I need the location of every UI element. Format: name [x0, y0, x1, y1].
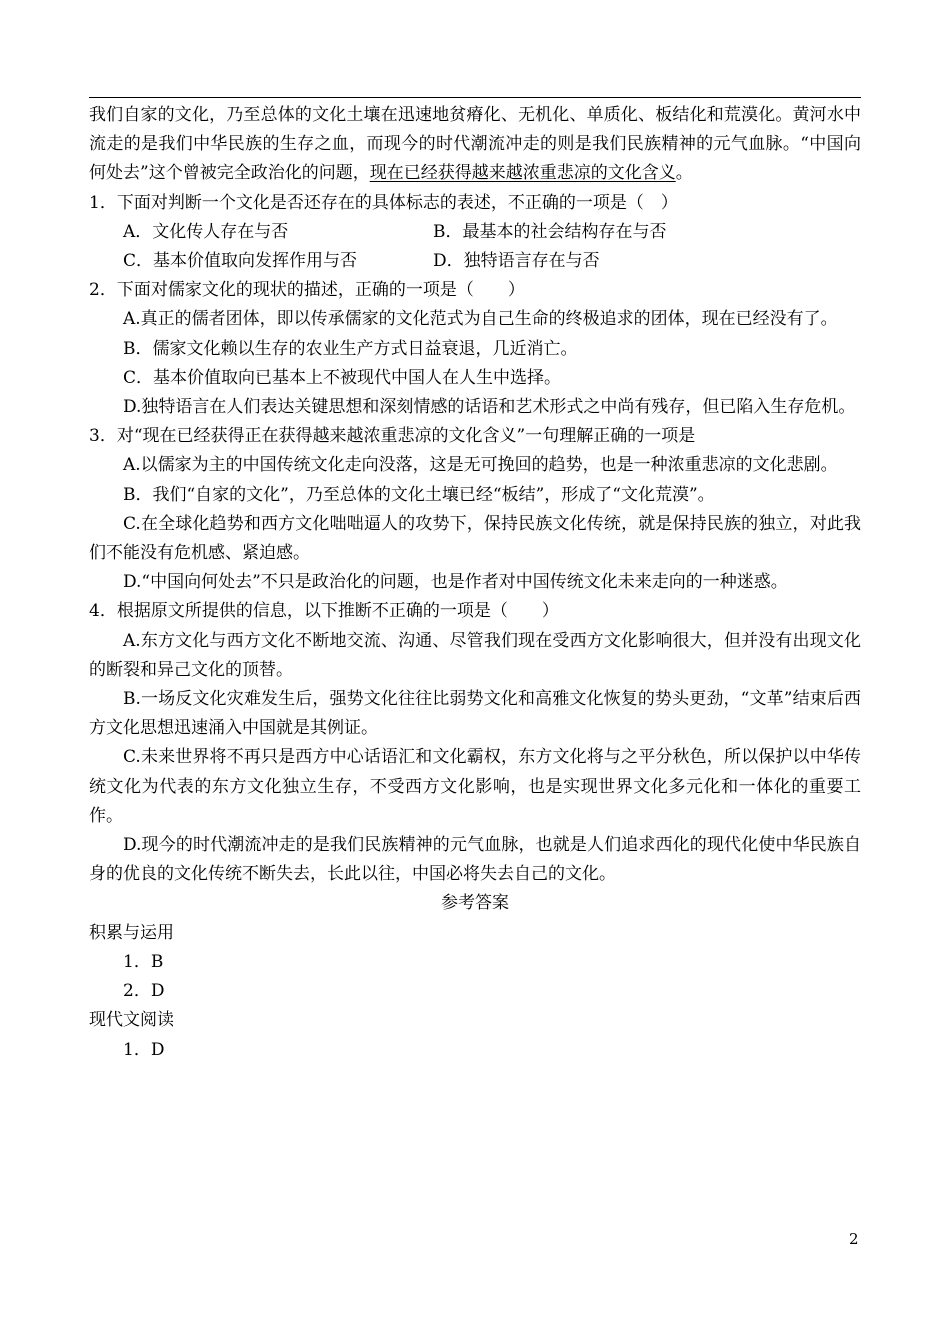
passage-end: 。: [675, 163, 693, 184]
q1-option-b: B．最基本的社会结构存在与否: [433, 221, 667, 242]
q3-option-b: B．我们“自家的文化”，乃至总体的文化土壤已经“板结”，形成了“文化荒漠”。: [123, 484, 715, 505]
page-number: 2: [849, 1230, 859, 1248]
question-4-stem: 4．根据原文所提供的信息，以下推断不正确的一项是（ ）: [89, 601, 559, 622]
question-1-stem: 1．下面对判断一个文化是否还存在的具体标志的表述，不正确的一项是（ ）: [89, 192, 678, 213]
q2-option-a: A.真正的儒者团体，即以传承儒家的文化范式为自己生命的终极追求的团体，现在已经没有了。: [123, 309, 838, 330]
q3-option-a: A.以儒家为主的中国传统文化走向没落，这是无可挽回的趋势，也是一种浓重悲凉的文化悲剧。: [123, 455, 838, 476]
q2-option-c: C．基本价值取向已基本上不被现代中国人在人生中选择。: [123, 367, 562, 388]
q3-option-c: C.在全球化趋势和西方文化咄咄逼人的攻势下，保持民族文化传统，就是保持民族的独立，对此我们不能没有危机感、紧迫感。: [89, 513, 861, 564]
q1-option-a: A．文化传人存在与否: [123, 221, 289, 242]
q2-option-b: B．儒家文化赖以生存的农业生产方式日益衰退，几近消亡。: [123, 338, 578, 359]
answers-section-heading: 积累与运用: [89, 922, 174, 943]
question-1-options-row-1: [89, 218, 861, 247]
underlined-sentence: 现在已经获得越来越浓重悲凉的文化含义: [369, 163, 676, 184]
header-rule: [89, 97, 861, 98]
question-3-stem: 3．对“现在已经获得正在获得越来越浓重悲凉的文化含义”一句理解正确的一项是: [89, 426, 696, 447]
q1-option-d: D．独特语言存在与否: [433, 251, 600, 272]
question-2-stem: 2．下面对儒家文化的现状的描述，正确的一项是（ ）: [89, 280, 525, 301]
answer-item: 1．D: [123, 1039, 165, 1060]
page-content: [89, 101, 861, 1065]
passage-paragraph: [89, 101, 861, 189]
q4-option-d: D.现今的时代潮流冲走的是我们民族精神的元气血脉，也就是人们追求西化的现代化使中华民族自身的优良的文化传统不断失去，长此以往，中国必将失去自己的文化。: [89, 835, 861, 885]
q1-option-c: C．基本价值取向发挥作用与否: [123, 251, 358, 272]
q4-option-b: B.一场反文化灾难发生后，强势文化往往比弱势文化和高雅文化恢复的势头更劲，“文革”结束后西方文化思想迅速涌入中国就是其例证。: [89, 689, 861, 739]
q4-option-a: A.东方文化与西方文化不断地交流、沟通、尽管我们现在受西方文化影响很大，但并没有出现文化的断裂和异己文化的顶替。: [89, 630, 861, 680]
answers-title: 参考答案: [441, 893, 509, 914]
question-1-options-row-2: [89, 247, 861, 276]
q4-option-c: C.未来世界将不再只是西方中心话语汇和文化霸权，东方文化将与之平分秋色，所以保护以中华传统文化为代表的东方文化独立生存，不受西方文化影响，也是实现世界文化多元化和一体化的重要工作。: [89, 747, 861, 826]
answer-item: 1．B: [123, 951, 164, 972]
q3-option-d: D.“中国向何处去”不只是政治化的问题，也是作者对中国传统文化未来走向的一种迷惑。: [123, 572, 788, 593]
passage-text: 我们自家的文化，乃至总体的文化土壤在迅速地贫瘠化、无机化、单质化、板结化和荒漠化。黄河水中流走的是我们中华民族的生存之血，而现今的时代潮流冲走的则是我们民族精神的元气血脉。“中国向何处去”这个曾被完全政治化的问题，: [89, 105, 861, 184]
answer-item: 2．D: [123, 981, 165, 1002]
q2-option-d: D.独特语言在人们表达关键思想和深刻情感的话语和艺术形式之中尚有残存，但已陷入生存危机。: [123, 397, 856, 418]
answers-section-heading: 现代文阅读: [89, 1010, 174, 1031]
